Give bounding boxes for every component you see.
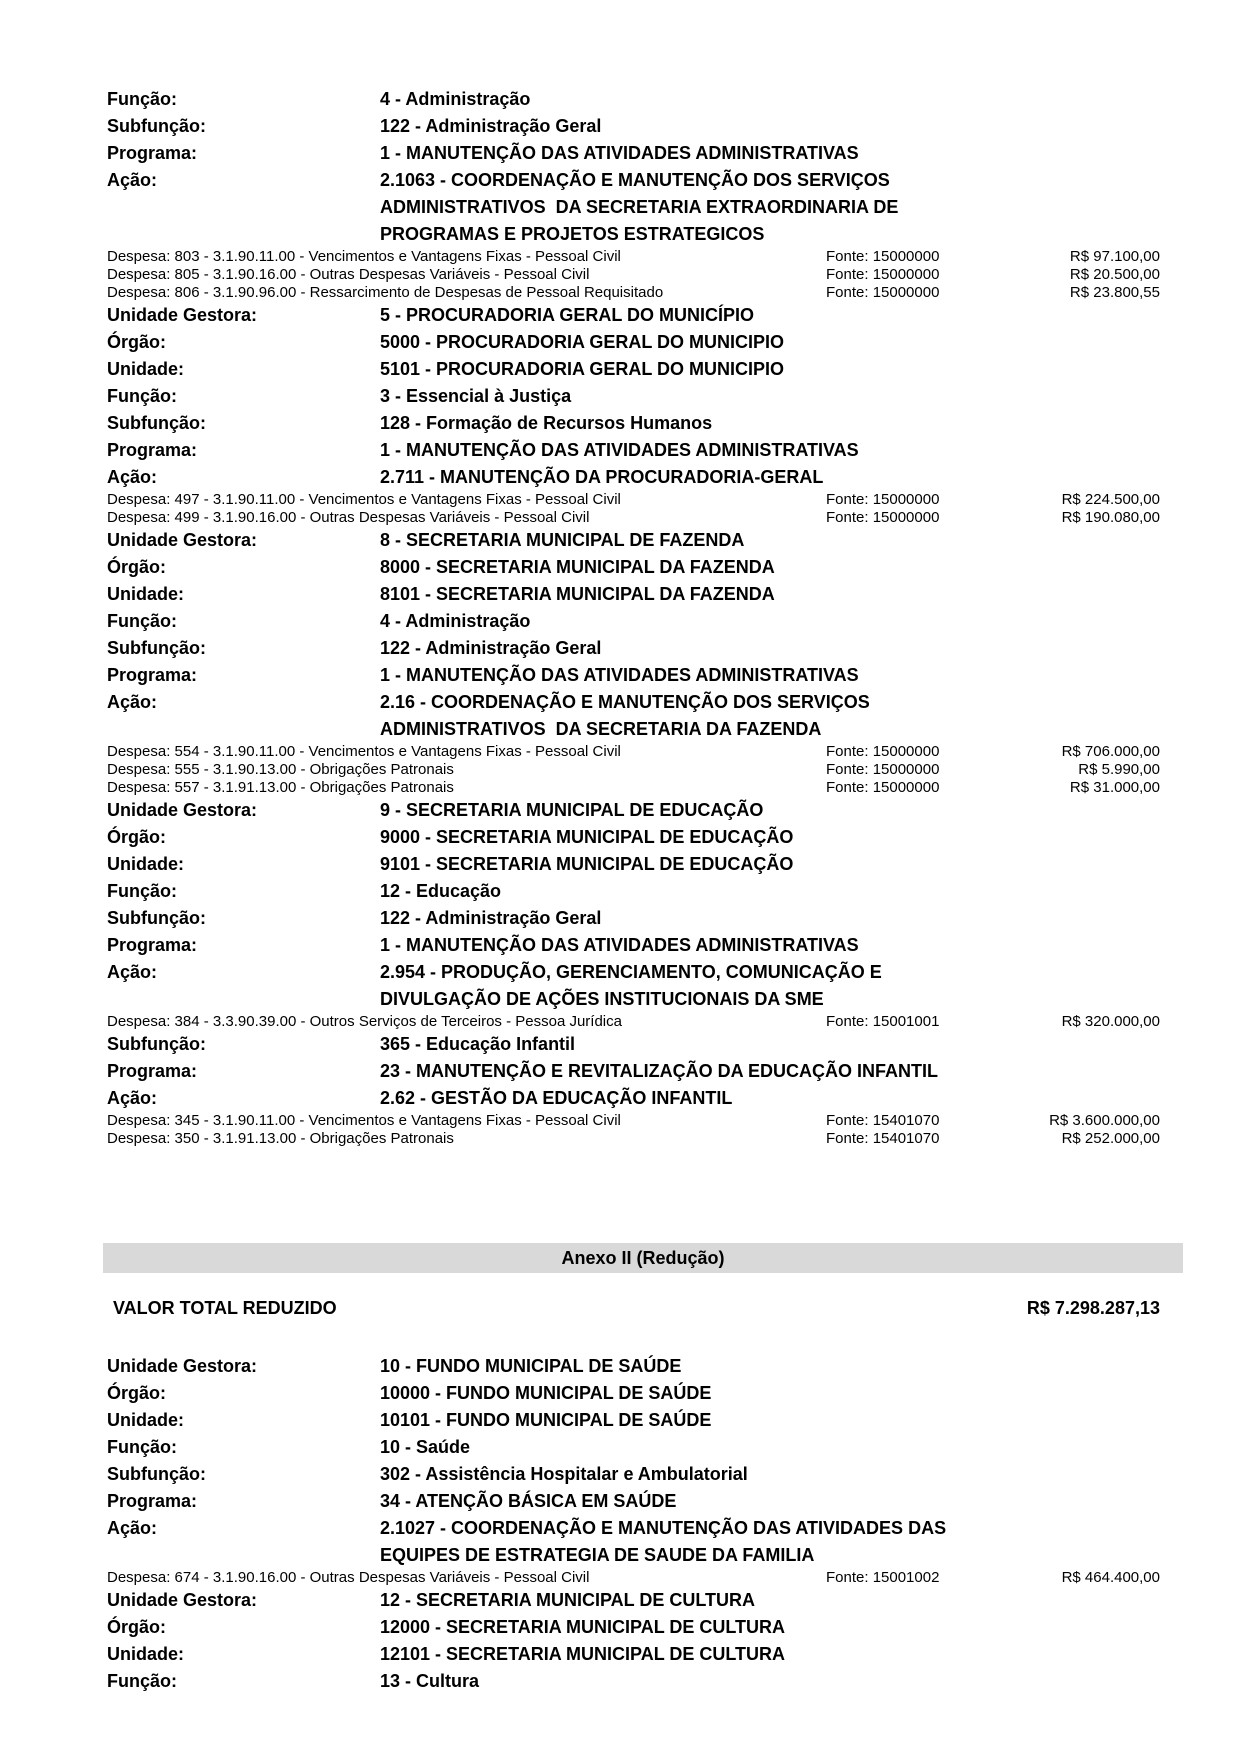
field-label: Unidade Gestora: xyxy=(107,800,258,820)
field-value xyxy=(380,797,763,824)
field-value-line: 12 - Educação xyxy=(380,881,502,901)
field-value-line: 10 - Saúde xyxy=(380,1437,471,1457)
field-value xyxy=(380,851,793,878)
expense-amount: R$ 23.800,55 xyxy=(1069,284,1160,301)
budget-field-row xyxy=(107,1587,1160,1614)
expense-amount: R$ 320.000,00 xyxy=(1061,1013,1160,1030)
field-value-line: 2.62 - GESTÃO DA EDUCAÇÃO INFANTIL xyxy=(380,1088,733,1108)
field-value-line: ADMINISTRATIVOS DA SECRETARIA DA FAZENDA xyxy=(380,719,822,739)
field-value-line: 34 - ATENÇÃO BÁSICA EM SAÚDE xyxy=(380,1491,677,1511)
field-value xyxy=(380,905,601,932)
field-label: Programa: xyxy=(107,440,198,460)
budget-field-row xyxy=(107,140,1160,167)
expense-description: Despesa: 806 - 3.1.90.96.00 - Ressarcimento de Despesas de Pessoal Requisitado xyxy=(107,284,664,301)
field-value-line: 1 - MANUTENÇÃO DAS ATIVIDADES ADMINISTRATIVAS xyxy=(380,440,859,460)
field-value xyxy=(380,464,823,491)
field-value xyxy=(380,608,530,635)
budget-field-row xyxy=(107,1461,1160,1488)
expense-description: Despesa: 384 - 3.3.90.39.00 - Outros Serviços de Terceiros - Pessoa Jurídica xyxy=(107,1013,622,1030)
vertical-spacer xyxy=(107,1322,1160,1353)
field-value-line: 122 - Administração Geral xyxy=(380,116,602,136)
field-value xyxy=(380,1515,946,1569)
budget-field-row xyxy=(107,302,1160,329)
field-value xyxy=(380,1380,711,1407)
expense-row xyxy=(107,779,1160,797)
field-value-line: 4 - Administração xyxy=(380,611,531,631)
field-value-line: EQUIPES DE ESTRATEGIA DE SAUDE DA FAMILIA xyxy=(380,1545,815,1565)
vertical-spacer xyxy=(107,1273,1160,1295)
field-label: Programa: xyxy=(107,935,198,955)
expense-description: Despesa: 554 - 3.1.90.11.00 - Vencimentos e Vantagens Fixas - Pessoal Civil xyxy=(107,743,621,760)
field-value xyxy=(380,1434,470,1461)
field-label: Órgão: xyxy=(107,1383,167,1403)
budget-field-row xyxy=(107,1488,1160,1515)
budget-field-row xyxy=(107,167,1160,248)
expense-amount: R$ 706.000,00 xyxy=(1061,743,1160,760)
budget-field-row xyxy=(107,581,1160,608)
field-value xyxy=(380,1587,755,1614)
field-label: Subfunção: xyxy=(107,908,206,928)
expense-fonte: Fonte: 15000000 xyxy=(826,248,940,265)
total-reduced-label: VALOR TOTAL REDUZIDO xyxy=(113,1298,337,1318)
expense-amount: R$ 224.500,00 xyxy=(1061,491,1160,508)
field-label: Subfunção: xyxy=(107,413,206,433)
field-label: Ação: xyxy=(107,1088,158,1108)
field-value-line: DIVULGAÇÃO DE AÇÕES INSTITUCIONAIS DA SME xyxy=(380,989,824,1009)
field-value-line: 5000 - PROCURADORIA GERAL DO MUNICIPIO xyxy=(380,332,785,352)
budget-field-row xyxy=(107,464,1160,491)
expense-fonte: Fonte: 15001001 xyxy=(826,1013,940,1030)
field-value-line: 12 - SECRETARIA MUNICIPAL DE CULTURA xyxy=(380,1590,756,1610)
budget-field-row xyxy=(107,1031,1160,1058)
budget-field-row xyxy=(107,1668,1160,1695)
expense-row xyxy=(107,1569,1160,1587)
field-label: Função: xyxy=(107,611,177,631)
field-value-line: 9 - SECRETARIA MUNICIPAL DE EDUCAÇÃO xyxy=(380,800,764,820)
field-value-line: 13 - Cultura xyxy=(380,1671,480,1691)
expense-fonte: Fonte: 15401070 xyxy=(826,1130,940,1147)
field-value-line: ADMINISTRATIVOS DA SECRETARIA EXTRAORDINARIA DE xyxy=(380,197,899,217)
field-value xyxy=(380,959,882,1013)
field-value-line: 1 - MANUTENÇÃO DAS ATIVIDADES ADMINISTRATIVAS xyxy=(380,143,859,163)
budget-field-row xyxy=(107,527,1160,554)
field-value xyxy=(380,410,712,437)
expense-description: Despesa: 350 - 3.1.91.13.00 - Obrigações Patronais xyxy=(107,1130,454,1147)
expense-description: Despesa: 674 - 3.1.90.16.00 - Outras Despesas Variáveis - Pessoal Civil xyxy=(107,1569,590,1586)
field-value-line: 12101 - SECRETARIA MUNICIPAL DE CULTURA xyxy=(380,1644,786,1664)
field-value-line: 1 - MANUTENÇÃO DAS ATIVIDADES ADMINISTRATIVAS xyxy=(380,935,859,955)
field-value-line: 9101 - SECRETARIA MUNICIPAL DE EDUCAÇÃO xyxy=(380,854,794,874)
field-value xyxy=(380,1614,785,1641)
budget-field-row xyxy=(107,437,1160,464)
expense-description: Despesa: 805 - 3.1.90.16.00 - Outras Despesas Variáveis - Pessoal Civil xyxy=(107,266,590,283)
field-value xyxy=(380,356,784,383)
field-label: Órgão: xyxy=(107,1617,167,1637)
budget-field-row xyxy=(107,1434,1160,1461)
field-label: Função: xyxy=(107,881,177,901)
vertical-spacer xyxy=(107,1148,1160,1243)
field-value-line: 2.16 - COORDENAÇÃO E MANUTENÇÃO DOS SERVIÇOS xyxy=(380,692,870,712)
field-label: Ação: xyxy=(107,692,158,712)
expense-fonte: Fonte: 15000000 xyxy=(826,491,940,508)
field-value-line: 4 - Administração xyxy=(380,89,531,109)
field-label: Subfunção: xyxy=(107,638,206,658)
field-value-line: 5 - PROCURADORIA GERAL DO MUNICÍPIO xyxy=(380,305,755,325)
field-value-line: 9000 - SECRETARIA MUNICIPAL DE EDUCAÇÃO xyxy=(380,827,794,847)
budget-field-row xyxy=(107,959,1160,1013)
field-value xyxy=(380,1641,785,1668)
expense-row xyxy=(107,743,1160,761)
field-value xyxy=(380,1461,748,1488)
expense-amount: R$ 252.000,00 xyxy=(1061,1130,1160,1147)
field-value xyxy=(380,167,898,248)
expense-description: Despesa: 497 - 3.1.90.11.00 - Vencimentos e Vantagens Fixas - Pessoal Civil xyxy=(107,491,621,508)
field-label: Ação: xyxy=(107,170,158,190)
field-label: Subfunção: xyxy=(107,116,206,136)
expense-fonte: Fonte: 15001002 xyxy=(826,1569,940,1586)
expense-row xyxy=(107,284,1160,302)
expense-amount: R$ 20.500,00 xyxy=(1069,266,1160,283)
field-label: Unidade Gestora: xyxy=(107,1590,258,1610)
budget-field-row xyxy=(107,1515,1160,1569)
budget-field-row xyxy=(107,689,1160,743)
field-value-line: 8101 - SECRETARIA MUNICIPAL DA FAZENDA xyxy=(380,584,775,604)
budget-field-row xyxy=(107,1407,1160,1434)
field-label: Unidade Gestora: xyxy=(107,305,258,325)
field-value-line: 365 - Educação Infantil xyxy=(380,1034,576,1054)
field-label: Programa: xyxy=(107,143,198,163)
field-label: Unidade: xyxy=(107,854,185,874)
field-value xyxy=(380,662,859,689)
field-value xyxy=(380,1407,711,1434)
budget-field-row xyxy=(107,554,1160,581)
field-value xyxy=(380,86,530,113)
field-value xyxy=(380,1058,938,1085)
field-value-line: 2.711 - MANUTENÇÃO DA PROCURADORIA-GERAL xyxy=(380,467,824,487)
budget-field-row xyxy=(107,662,1160,689)
budget-field-row xyxy=(107,635,1160,662)
field-label: Função: xyxy=(107,1437,177,1457)
field-value-line: 12000 - SECRETARIA MUNICIPAL DE CULTURA xyxy=(380,1617,786,1637)
field-value-line: 2.954 - PRODUÇÃO, GERENCIAMENTO, COMUNICAÇÃO E xyxy=(380,962,882,982)
field-value xyxy=(380,1353,681,1380)
expense-row xyxy=(107,1112,1160,1130)
field-label: Órgão: xyxy=(107,827,167,847)
expense-row xyxy=(107,1130,1160,1148)
expense-amount: R$ 31.000,00 xyxy=(1069,779,1160,796)
field-value-line: 302 - Assistência Hospitalar e Ambulatorial xyxy=(380,1464,748,1484)
field-value xyxy=(380,1668,479,1695)
field-label: Ação: xyxy=(107,962,158,982)
total-reduced-amount: R$ 7.298.287,13 xyxy=(1026,1298,1160,1318)
budget-field-row xyxy=(107,608,1160,635)
budget-field-row xyxy=(107,851,1160,878)
budget-field-row xyxy=(107,86,1160,113)
annex-header-title: Anexo II (Redução) xyxy=(561,1248,725,1268)
expense-fonte: Fonte: 15000000 xyxy=(826,509,940,526)
field-value xyxy=(380,383,571,410)
field-value xyxy=(380,302,754,329)
field-value-line: 122 - Administração Geral xyxy=(380,638,602,658)
field-value-line: 23 - MANUTENÇÃO E REVITALIZAÇÃO DA EDUCAÇÃO INFANTIL xyxy=(380,1061,938,1081)
expense-description: Despesa: 555 - 3.1.90.13.00 - Obrigações Patronais xyxy=(107,761,454,778)
field-value-line: 8000 - SECRETARIA MUNICIPAL DA FAZENDA xyxy=(380,557,775,577)
field-value-line: 3 - Essencial à Justiça xyxy=(380,386,572,406)
expense-row xyxy=(107,491,1160,509)
expense-row xyxy=(107,761,1160,779)
field-value xyxy=(380,113,601,140)
field-value xyxy=(380,554,775,581)
field-value xyxy=(380,1488,676,1515)
expense-row xyxy=(107,266,1160,284)
field-label: Órgão: xyxy=(107,557,167,577)
field-label: Função: xyxy=(107,386,177,406)
field-value xyxy=(380,527,744,554)
field-label: Órgão: xyxy=(107,332,167,352)
budget-field-row xyxy=(107,932,1160,959)
budget-field-row xyxy=(107,1614,1160,1641)
field-label: Programa: xyxy=(107,1491,198,1511)
field-label: Unidade Gestora: xyxy=(107,1356,258,1376)
budget-field-row xyxy=(107,356,1160,383)
budget-field-row xyxy=(107,1380,1160,1407)
budget-field-row xyxy=(107,383,1160,410)
expense-fonte: Fonte: 15401070 xyxy=(826,1112,940,1129)
field-label: Unidade: xyxy=(107,1410,185,1430)
field-value-line: 122 - Administração Geral xyxy=(380,908,602,928)
budget-field-row xyxy=(107,824,1160,851)
field-label: Função: xyxy=(107,1671,177,1691)
field-label: Função: xyxy=(107,89,177,109)
field-value-line: 1 - MANUTENÇÃO DAS ATIVIDADES ADMINISTRATIVAS xyxy=(380,665,859,685)
field-label: Unidade: xyxy=(107,584,185,604)
field-label: Ação: xyxy=(107,1518,158,1538)
field-label: Programa: xyxy=(107,665,198,685)
field-value xyxy=(380,437,859,464)
expense-row xyxy=(107,509,1160,527)
field-value xyxy=(380,635,601,662)
total-reduced-row xyxy=(107,1295,1160,1322)
field-value-line: 10101 - FUNDO MUNICIPAL DE SAÚDE xyxy=(380,1410,712,1430)
field-label: Subfunção: xyxy=(107,1034,206,1054)
expense-description: Despesa: 557 - 3.1.91.13.00 - Obrigações Patronais xyxy=(107,779,454,796)
expense-amount: R$ 5.990,00 xyxy=(1078,761,1160,778)
expense-row xyxy=(107,248,1160,266)
document-page xyxy=(107,86,1160,1695)
field-value-line: 5101 - PROCURADORIA GERAL DO MUNICIPIO xyxy=(380,359,785,379)
field-value xyxy=(380,1031,575,1058)
field-label: Ação: xyxy=(107,467,158,487)
field-label: Programa: xyxy=(107,1061,198,1081)
field-value xyxy=(380,1085,732,1112)
expense-fonte: Fonte: 15000000 xyxy=(826,266,940,283)
budget-field-row xyxy=(107,1058,1160,1085)
field-label: Unidade Gestora: xyxy=(107,530,258,550)
field-value xyxy=(380,824,793,851)
field-value xyxy=(380,932,859,959)
field-value xyxy=(380,329,784,356)
expense-fonte: Fonte: 15000000 xyxy=(826,743,940,760)
field-label: Subfunção: xyxy=(107,1464,206,1484)
annex-header-bar xyxy=(103,1243,1183,1273)
expense-amount: R$ 190.080,00 xyxy=(1061,509,1160,526)
field-value-line: 10000 - FUNDO MUNICIPAL DE SAÚDE xyxy=(380,1383,712,1403)
expense-fonte: Fonte: 15000000 xyxy=(826,284,940,301)
field-value xyxy=(380,581,775,608)
field-label: Unidade: xyxy=(107,359,185,379)
field-value xyxy=(380,140,859,167)
field-value xyxy=(380,878,501,905)
budget-field-row xyxy=(107,1085,1160,1112)
budget-field-row xyxy=(107,113,1160,140)
expense-row xyxy=(107,1013,1160,1031)
expense-description: Despesa: 499 - 3.1.90.16.00 - Outras Despesas Variáveis - Pessoal Civil xyxy=(107,509,590,526)
budget-field-row xyxy=(107,329,1160,356)
field-value-line: PROGRAMAS E PROJETOS ESTRATEGICOS xyxy=(380,224,765,244)
field-value-line: 10 - FUNDO MUNICIPAL DE SAÚDE xyxy=(380,1356,682,1376)
budget-field-row xyxy=(107,410,1160,437)
budget-field-row xyxy=(107,797,1160,824)
budget-field-row xyxy=(107,878,1160,905)
expense-amount: R$ 97.100,00 xyxy=(1069,248,1160,265)
field-value-line: 8 - SECRETARIA MUNICIPAL DE FAZENDA xyxy=(380,530,745,550)
field-value xyxy=(380,689,870,743)
expense-fonte: Fonte: 15000000 xyxy=(826,761,940,778)
budget-field-row xyxy=(107,1641,1160,1668)
field-value-line: 2.1027 - COORDENAÇÃO E MANUTENÇÃO DAS ATIVIDADES DAS xyxy=(380,1518,947,1538)
expense-description: Despesa: 345 - 3.1.90.11.00 - Vencimentos e Vantagens Fixas - Pessoal Civil xyxy=(107,1112,621,1129)
expense-fonte: Fonte: 15000000 xyxy=(826,779,940,796)
expense-amount: R$ 464.400,00 xyxy=(1061,1569,1160,1586)
budget-field-row xyxy=(107,1353,1160,1380)
expense-amount: R$ 3.600.000,00 xyxy=(1049,1112,1160,1129)
field-value-line: 2.1063 - COORDENAÇÃO E MANUTENÇÃO DOS SERVIÇOS xyxy=(380,170,890,190)
field-label: Unidade: xyxy=(107,1644,185,1664)
expense-description: Despesa: 803 - 3.1.90.11.00 - Vencimentos e Vantagens Fixas - Pessoal Civil xyxy=(107,248,621,265)
field-value-line: 128 - Formação de Recursos Humanos xyxy=(380,413,713,433)
budget-field-row xyxy=(107,905,1160,932)
